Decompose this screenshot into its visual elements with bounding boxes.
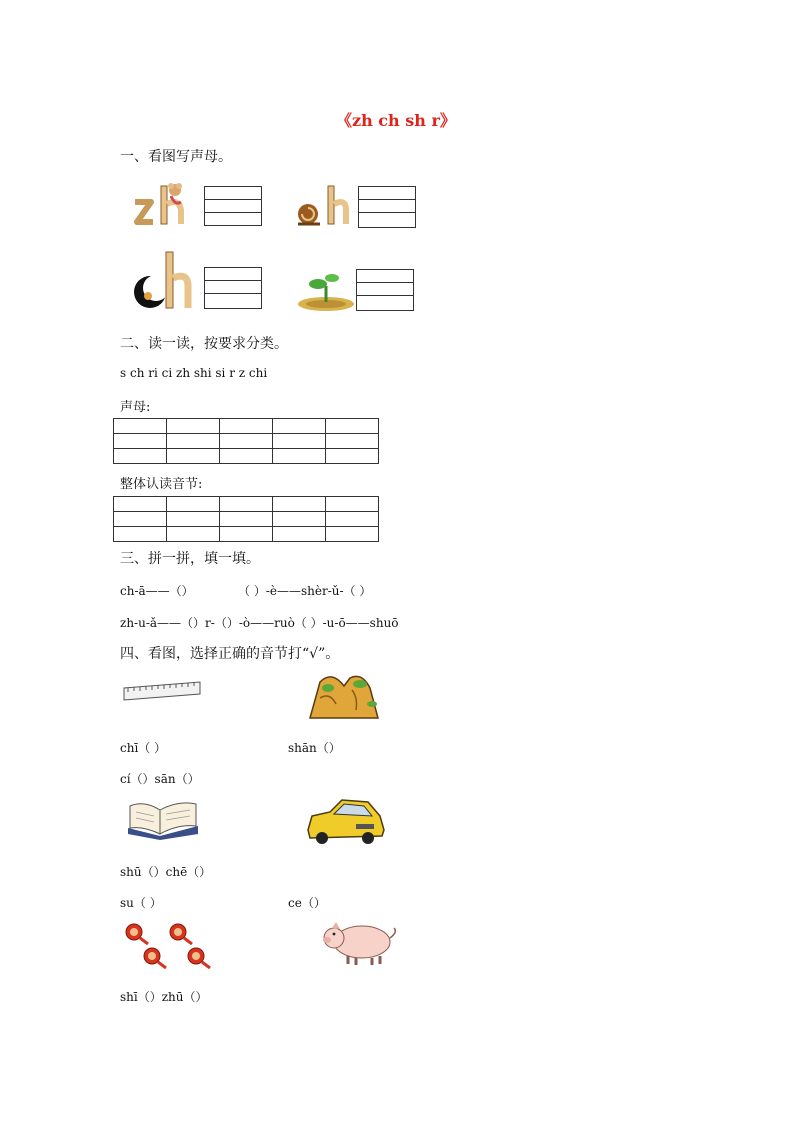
- writing-lines-4[interactable]: [356, 269, 414, 311]
- table-cell[interactable]: [167, 449, 220, 464]
- table-cell[interactable]: [273, 527, 326, 542]
- table-cell[interactable]: [326, 419, 379, 434]
- table-cell[interactable]: [114, 527, 167, 542]
- writing-lines-3[interactable]: [204, 267, 262, 309]
- table-cell[interactable]: [273, 419, 326, 434]
- initials-label: 声母:: [120, 400, 151, 415]
- syllables-line: s ch ri ci zh shi si r z chi: [120, 366, 268, 380]
- book-icon: [124, 798, 202, 840]
- table-cell[interactable]: [114, 434, 167, 449]
- option-row1-b: shān（）: [288, 741, 341, 755]
- whole-syllables-label: 整体认读音节:: [120, 477, 203, 492]
- option-row4-b: ce（）: [288, 896, 326, 910]
- option-row3: shū（）chē（）: [120, 865, 212, 879]
- table-cell[interactable]: [326, 527, 379, 542]
- option-row1-a: chī（ ）: [120, 741, 167, 755]
- lions-icon: [122, 918, 216, 972]
- table-cell[interactable]: [220, 449, 273, 464]
- section1-heading: 一、看图写声母。: [120, 149, 232, 165]
- initials-table: [113, 418, 379, 464]
- table-cell[interactable]: [167, 527, 220, 542]
- table-cell[interactable]: [220, 434, 273, 449]
- table-cell[interactable]: [114, 512, 167, 527]
- ch-letter-moon-chair-icon: [130, 250, 194, 314]
- table-cell[interactable]: [273, 434, 326, 449]
- writing-lines-1[interactable]: [204, 186, 262, 226]
- table-cell[interactable]: [114, 419, 167, 434]
- r-sprout-icon: [296, 270, 356, 312]
- table-cell[interactable]: [220, 512, 273, 527]
- table-cell[interactable]: [273, 497, 326, 512]
- zh-letter-mouse-chair-icon: [133, 180, 193, 228]
- table-cell[interactable]: [167, 434, 220, 449]
- option-row2: cí（）sān（）: [120, 772, 200, 786]
- page-title: 《zh ch sh r》: [336, 111, 456, 130]
- section2-heading: 二、读一读，按要求分类。: [120, 336, 288, 352]
- sh-letter-snail-chair-icon: [294, 180, 350, 228]
- car-icon: [304, 796, 388, 846]
- exercise-line-1a: ch-ā——（）: [120, 584, 194, 598]
- option-row4-a: su（ ）: [120, 896, 162, 910]
- table-cell[interactable]: [167, 497, 220, 512]
- exercise-line-2: zh-u-ǎ——（）r-（）-ò——ruò（ ）-u-ō——shuō: [120, 616, 399, 630]
- table-cell[interactable]: [114, 497, 167, 512]
- table-cell[interactable]: [220, 497, 273, 512]
- table-cell[interactable]: [326, 512, 379, 527]
- option-row5: shī（）zhū（）: [120, 990, 208, 1004]
- section4-heading: 四、看图，选择正确的音节打“√”。: [120, 646, 340, 662]
- table-cell[interactable]: [114, 449, 167, 464]
- table-cell[interactable]: [167, 512, 220, 527]
- table-cell[interactable]: [273, 449, 326, 464]
- section3-heading: 三、拼一拼，填一填。: [120, 551, 260, 567]
- table-cell[interactable]: [167, 419, 220, 434]
- pig-icon: [320, 918, 400, 968]
- writing-lines-2[interactable]: [358, 186, 416, 228]
- ruler-icon: [120, 680, 202, 702]
- table-cell[interactable]: [220, 527, 273, 542]
- table-cell[interactable]: [273, 512, 326, 527]
- mountain-icon: [306, 668, 382, 722]
- table-cell[interactable]: [326, 497, 379, 512]
- exercise-line-1b: （ ）-è——shèr-ǔ-（ ）: [238, 584, 372, 598]
- whole-syllables-table: [113, 496, 379, 542]
- table-cell[interactable]: [326, 434, 379, 449]
- table-cell[interactable]: [326, 449, 379, 464]
- table-cell[interactable]: [220, 419, 273, 434]
